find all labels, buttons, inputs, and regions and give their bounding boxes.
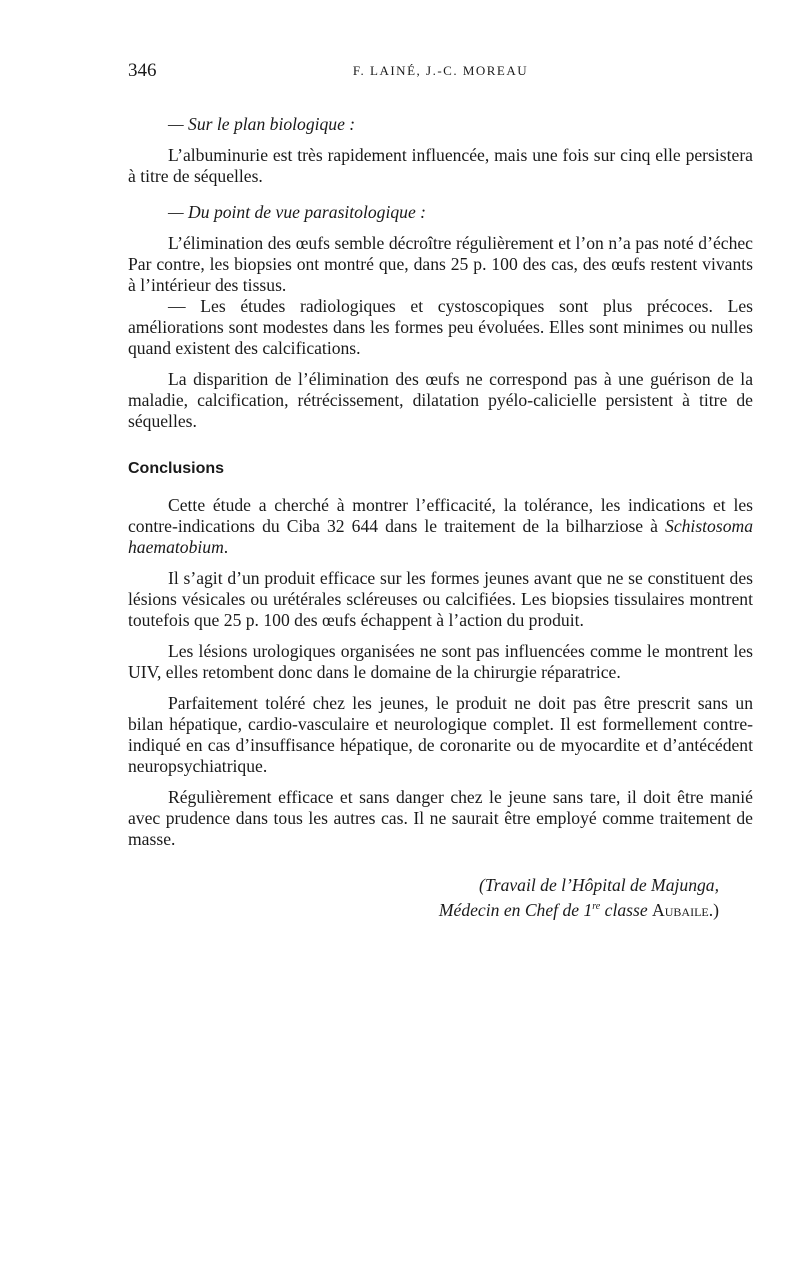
author-name: Aubaile (652, 899, 709, 920)
page-header (128, 60, 753, 84)
conclusion-paragraph-4: Parfaitement toléré chez les jeunes, le produit ne doit pas être prescrit sans un bilan hépatique, cardio-vasculaire et neurologique complet. Il est formellement contre-indiqué en cas d’insuffisance hépatique, de coronarite ou de myocardite et d’antécédent neuropsychiatrique. (128, 693, 753, 776)
biological-heading: — Sur le plan biologique : (168, 114, 356, 134)
conclusion-paragraph-3: Les lésions urologiques organisées ne sont pas influencées comme le montrent les UIV, elles retombent donc dans le domaine de la chirurgie réparatrice. (128, 641, 753, 682)
radiological-paragraph: — Les études radiologiques et cystoscopiques sont plus précoces. Les améliorations sont modestes dans les formes peu évoluées. Elles sont minimes ou nulles quand existent des calcifications. (128, 296, 753, 358)
signature-line-2: Médecin en Chef de 1re classe Aubaile.) (438, 899, 719, 920)
species-name: Schistosoma haematobium (128, 516, 753, 557)
running-head: F. LAINÉ, J.-C. MOREAU (352, 63, 529, 78)
page-number: 346 (128, 60, 157, 81)
biological-paragraph: L’albuminurie est très rapidement influencée, mais une fois sur cinq elle persistera à titre de séquelles. (128, 145, 753, 186)
conclusion-paragraph-5: Régulièrement efficace et sans danger chez le jeune sans tare, il doit être manié avec prudence dans tous les autres cas. Il ne saurait être employé comme traitement de masse. (128, 787, 753, 849)
signature-block (128, 874, 753, 921)
disparition-paragraph: La disparition de l’élimination des œufs ne correspond pas à une guérison de la maladie, calcification, rétrécissement, dilatation pyélo-calicielle persistent à titre de séquelles. (128, 369, 753, 431)
body-text (128, 114, 753, 921)
conclusions-heading: Conclusions (128, 460, 225, 477)
parasitological-heading: — Du point de vue parasitologique : (168, 202, 427, 222)
conclusion-paragraph-1: Cette étude a cherché à montrer l’efficacité, la tolérance, les indications et les contre-indications du Ciba 32 644 dans le traitement de la bilharziose à Schistosoma haematobium. (128, 495, 753, 557)
signature-line-1: (Travail de l’Hôpital de Majunga, (479, 875, 719, 895)
parasitological-paragraph: L’élimination des œufs semble décroître régulièrement et l’on n’a pas noté d’échec Par contre, les biopsies ont montré que, dans 25 p. 100 des cas, des œufs restent vivants à l’intérieur des tissus. (128, 233, 753, 295)
conclusion-paragraph-2: Il s’agit d’un produit efficace sur les formes jeunes avant que ne se constituent des lésions vésicales ou urétérales scléreuses ou calcifiées. Les biopsies tissulaires montrent toutefois que 25 p. 100 des œufs échappent à l’action du produit. (128, 568, 753, 630)
